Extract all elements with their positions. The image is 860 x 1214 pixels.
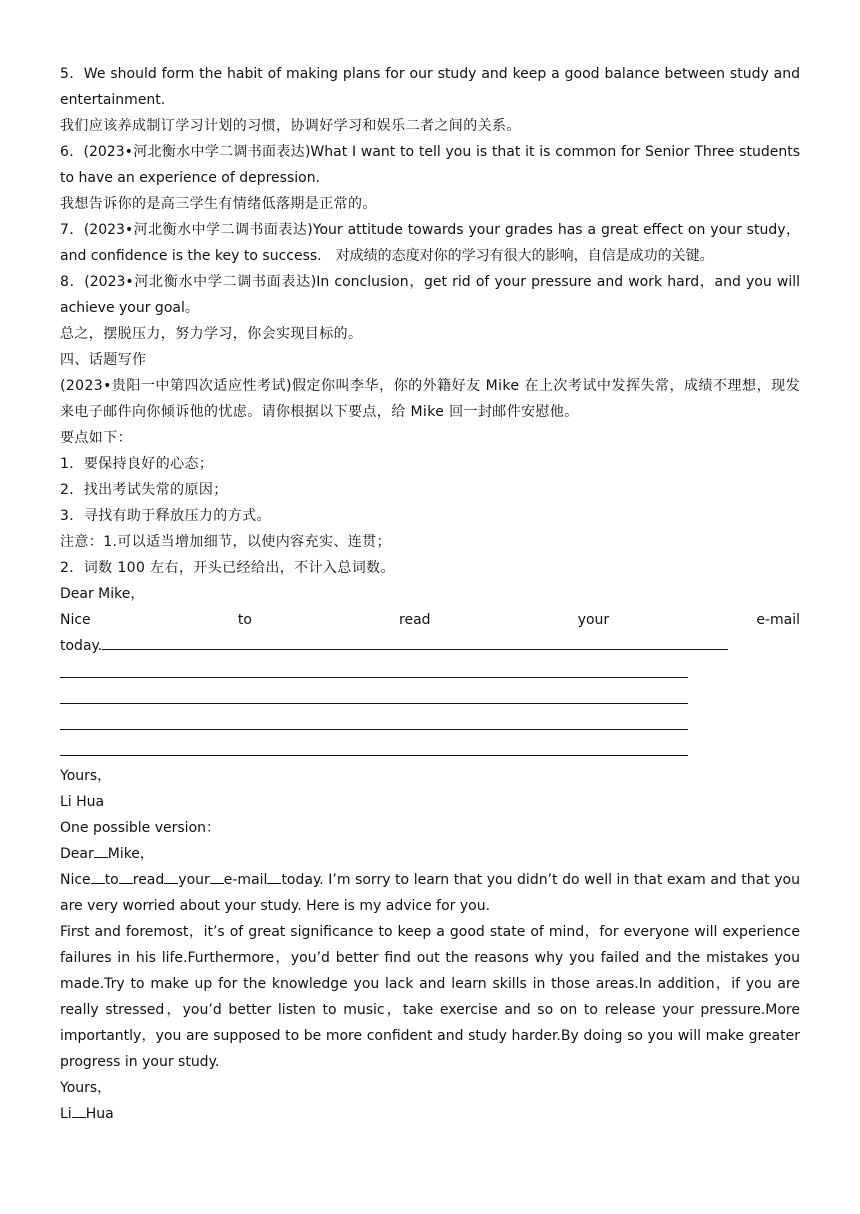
letter-signature: Li Hua — [60, 794, 105, 810]
today-word: today. — [60, 638, 103, 654]
underscore-gap — [94, 843, 108, 858]
sample-closing: Yours， — [60, 1080, 112, 1096]
underscore-gap — [210, 869, 224, 884]
item-7-text: 7．(2023•河北衡水中学二调书面表达)Your attitude towards your grades has a great effect on your study，and confidence is the key to success. 对成绩的态度对你的学习有很大的影响，自信是成功的关键。 — [60, 222, 800, 264]
sample-word: Mike， — [107, 846, 154, 862]
section-heading: 四、话题写作 — [60, 352, 147, 368]
letter-today-line — [60, 633, 800, 659]
sample-word: to — [104, 872, 119, 888]
item-8-english: 8．(2023•河北衡水中学二调书面表达)In conclusion，get rid of your pressure and work hard，and you will achieve your goal。 — [60, 274, 800, 316]
sample-body-paragraph: First and foremost，it’s of great significance to keep a good state of mind，for everyone will experience failures in his life.Furthermore，you’d better find out the reasons why you failed and the mistakes you made.Try to make up for the knowledge you lack and learn skills in those areas.In addition，if you are really stressed，you’d better listen to music，take exercise and so on to release your pressure.More importantly，you are supposed to be more confident and study harder.By doing so you will make greater progress in your study. — [60, 924, 800, 1070]
writing-prompt: (2023•贵阳一中第四次适应性考试)假定你叫李华，你的外籍好友 Mike 在上次考试中发挥失常，成绩不理想，现发来电子邮件向你倾诉他的忧虑。请你根据以下要点，给 Mike 回一封邮件安慰他。 — [60, 378, 800, 420]
sample-word: Hua — [85, 1106, 114, 1122]
opening-word: to — [237, 612, 252, 628]
item-5-chinese: 我们应该养成制订学习计划的习惯，协调好学习和娱乐二者之间的关系。 — [60, 118, 521, 134]
sample-word: your — [178, 872, 210, 888]
underscore-gap — [164, 869, 178, 884]
sample-word: Li — [60, 1106, 72, 1122]
letter-closing: Yours， — [60, 768, 112, 784]
answer-line[interactable] — [60, 659, 800, 685]
point-3: 3．寻找有助于释放压力的方式。 — [60, 508, 271, 524]
item-8-chinese: 总之，摆脱压力，努力学习，你会实现目标的。 — [60, 326, 363, 342]
opening-word: e-mail — [756, 612, 800, 628]
sample-label: One possible version： — [60, 820, 221, 836]
item-5-english: 5．We should form the habit of making plans for our study and keep a good balance between study and entertainment. — [60, 66, 800, 108]
sample-word: Nice — [60, 872, 91, 888]
sample-text: today. I’m sorry to learn that you didn’t do well in that exam and that you are very worried about your study. Here is my advice for you. — [60, 872, 800, 914]
opening-word: your — [577, 612, 610, 628]
item-6-chinese: 我想告诉你的是高三学生有情绪低落期是正常的。 — [60, 196, 377, 212]
answer-blank[interactable] — [102, 635, 728, 650]
point-1: 1．要保持良好的心态； — [60, 456, 214, 472]
opening-word: Nice — [60, 612, 91, 628]
sample-signature — [60, 1101, 800, 1127]
underscore-gap — [91, 869, 105, 884]
document-page — [60, 61, 800, 1127]
note-2: 2．词数 100 左右，开头已经给出，不计入总词数。 — [60, 560, 395, 576]
underscore-gap — [119, 869, 133, 884]
opening-word: read — [399, 612, 431, 628]
letter-salutation: Dear Mike， — [60, 586, 145, 602]
note-1: 注意：1.可以适当增加细节，以使内容充实、连贯； — [60, 534, 391, 550]
points-intro: 要点如下： — [60, 430, 132, 446]
answer-line[interactable] — [60, 685, 800, 711]
sample-intro-paragraph — [60, 867, 800, 919]
letter-opening-line — [60, 607, 800, 633]
sample-word: Dear — [60, 846, 94, 862]
underscore-gap — [72, 1103, 86, 1118]
sample-word: read — [132, 872, 165, 888]
answer-line[interactable] — [60, 737, 800, 763]
answer-line[interactable] — [60, 711, 800, 737]
underscore-gap — [267, 869, 281, 884]
sample-word: e-mail — [223, 872, 268, 888]
point-2: 2．找出考试失常的原因； — [60, 482, 228, 498]
item-6-english: 6．(2023•河北衡水中学二调书面表达)What I want to tell you is that it is common for Senior Three students to have an experience of depression. — [60, 144, 800, 186]
sample-salutation — [60, 841, 800, 867]
